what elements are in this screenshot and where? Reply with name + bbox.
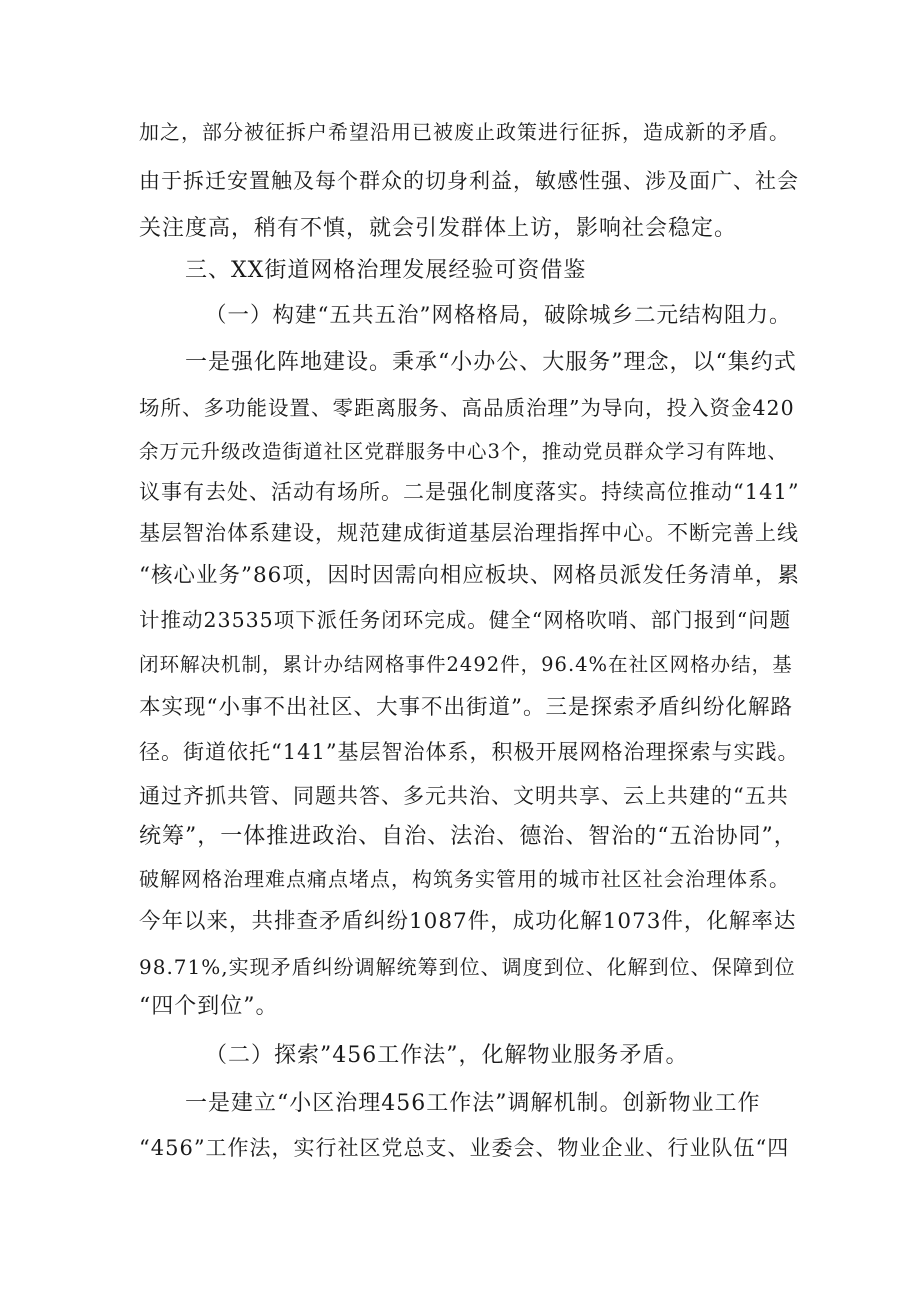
text-line: 一是建立“小区治理456工作法”调解机制。创新物业工作 (185, 1091, 761, 1116)
text-line: 余万元升级改造街道社区党群服务中心3个，推动党员群众学习有阵地、 (139, 440, 788, 463)
text-line: 统筹”，一体推进政治、自治、法治、德治、智治的“五治协同”， (139, 824, 797, 849)
text-line: 通过齐抓共管、同题共答、多元共治、文明共享、云上共建的“五共 (139, 784, 789, 808)
text-line: 计推动23535项下派任务闭环完成。健全“网格吹哨、部门报到“问题 (139, 608, 792, 632)
text-line: 场所、多功能设置、零距离服务、高品质治理”为导向，投入资金420 (139, 396, 795, 420)
text-line: 闭环解决机制，累计办结网格事件2492件，96.4%在社区网格办结，基 (139, 653, 793, 676)
text-line: 径。街道依托“141”基层智治体系，积极开展网格治理探索与实践。 (139, 740, 800, 764)
text-line: 一是强化阵地建设。秉承“小办公、大服务”理念，以“集约式 (185, 350, 797, 375)
text-line: 关注度高，稍有不慎，就会引发群体上访，影响社会稳定。 (139, 216, 738, 241)
text-line: 基层智治体系建设，规范建成街道基层治理指挥中心。不断完善上线 (139, 521, 799, 545)
text-line: “核心业务”86项，因时因需向相应板块、网格员派发任务清单，累 (139, 563, 800, 588)
text-line: 由于拆迁安置触及每个群众的切身利益，敏感性强、涉及面广、社会 (139, 169, 799, 193)
text-line: “456”工作法，实行社区党总支、业委会、物业企业、行业队伍“四 (139, 1136, 790, 1160)
text-line: 本实现“小事不出社区、大事不出街道”。三是探索矛盾纠纷化解路 (139, 695, 793, 720)
subsection-heading: （二）探索”456工作法”，化解物业服务矛盾。 (205, 1043, 689, 1068)
text-line: “四个到位”。 (139, 994, 279, 1019)
text-line: 今年以来，共排查矛盾纠纷1087件，成功化解1073件，化解率达 (139, 909, 797, 934)
text-line: 加之，部分被征拆户希望沿用已被废止政策进行征拆，造成新的矛盾。 (139, 120, 790, 144)
text-line: 破解网格治理难点痛点堵点，构筑务实管用的城市社区社会治理体系。 (139, 867, 790, 891)
section-heading: 三、XX街道网格治理发展经验可资借鉴 (185, 258, 587, 283)
text-line: 98.71%,实现矛盾纠纷调解统筹到位、调度到位、化解到位、保障到位 (139, 955, 796, 979)
text-line: 议事有去处、活动有场所。二是强化制度落实。持续高位推动“141” (139, 480, 800, 504)
subsection-heading: （一）构建“五共五治”网格格局，破除城乡二元结构阻力。 (205, 303, 792, 328)
